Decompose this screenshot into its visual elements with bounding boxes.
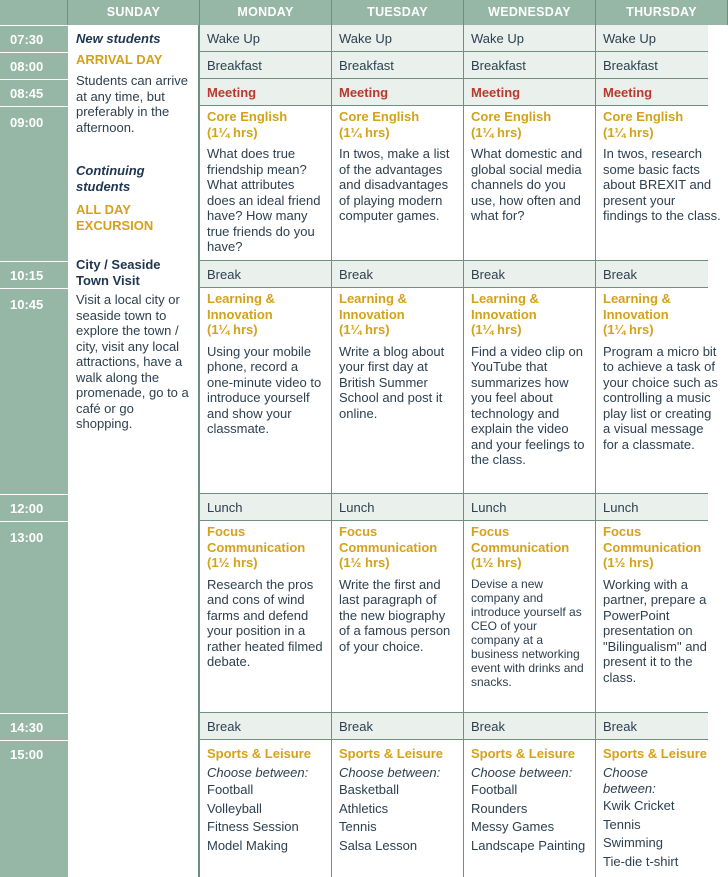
choose-between: Choose between:	[339, 765, 441, 780]
focus-duration: (1½ hrs)	[471, 555, 522, 570]
header-monday: MONDAY	[200, 0, 332, 25]
focus-title-2: Communication	[207, 539, 306, 555]
core-english-duration: (1¼ hrs)	[339, 124, 390, 140]
wednesday-break-1: Break	[464, 261, 596, 288]
choose-between: Choose between:	[603, 765, 656, 796]
sports-option: Athletics	[339, 800, 389, 816]
sports-title: Sports & Leisure	[471, 746, 576, 761]
thursday-focus	[596, 521, 708, 713]
corner-header	[0, 0, 68, 25]
core-english-title: Core English	[339, 109, 420, 124]
core-english-title: Core English	[207, 109, 288, 124]
time-label: 15:00	[0, 740, 68, 877]
focus-title-2: Communication	[603, 539, 702, 555]
sports-option: Basketball	[339, 782, 399, 797]
focus-title-1: Focus	[603, 524, 642, 539]
learning-duration: (1¼ hrs)	[339, 322, 390, 337]
core-english-duration: (1¼ hrs)	[207, 124, 258, 140]
focus-duration: (1½ hrs)	[207, 555, 258, 570]
sports-option: Salsa Lesson	[339, 837, 418, 853]
sports-option: Fitness Session	[207, 819, 299, 834]
monday-sports	[200, 740, 332, 877]
sports-option: Landscape Painting	[471, 837, 586, 853]
focus-duration: (1½ hrs)	[339, 555, 390, 570]
learning-title-1: Learning &	[207, 291, 275, 306]
focus-title-1: Focus	[207, 524, 246, 539]
sports-option: Messy Games	[471, 819, 555, 834]
wednesday-sports	[464, 740, 596, 877]
monday-meeting: Meeting	[200, 79, 332, 106]
continuing-students-label: Continuing students	[76, 163, 145, 194]
monday-break-1: Break	[200, 261, 332, 288]
time-label: 10:15	[0, 261, 68, 288]
monday-wake: Wake Up	[200, 25, 332, 52]
focus-title-1: Focus	[339, 524, 378, 539]
sports-option: Model Making	[207, 837, 288, 853]
sunday-column	[68, 25, 200, 877]
learning-text: Find a video clip on YouTube that summarizes how you feel about technology and explain the video and your feelings to the class.	[471, 343, 585, 467]
tuesday-learning	[332, 288, 464, 494]
arrival-day-label: ARRIVAL DAY	[76, 51, 163, 67]
wednesday-meeting: Meeting	[464, 79, 596, 106]
focus-title-1: Focus	[471, 524, 510, 539]
core-english-text: In twos, make a list of the advantages and disadvantages of playing modern computer games.	[339, 146, 450, 223]
focus-text: Write the first and last paragraph of the new biography of a famous person of your choice.	[339, 576, 451, 654]
core-english-title: Core English	[603, 109, 684, 124]
sports-title: Sports & Leisure	[207, 746, 312, 761]
focus-title-2: Communication	[339, 539, 438, 555]
visit-title: City / Seaside Town Visit	[76, 257, 161, 288]
sports-option: Tennis	[603, 816, 641, 832]
learning-title-2: Innovation	[471, 306, 537, 322]
focus-duration: (1½ hrs)	[603, 555, 654, 570]
focus-text: Research the pros and cons of wind farms and defend your position in a rather heated filmed debate.	[207, 576, 323, 669]
tuesday-breakfast: Breakfast	[332, 52, 464, 79]
tuesday-lunch: Lunch	[332, 494, 464, 521]
arrival-text: Students can arrive at any time, but preferably in the afternoon.	[76, 73, 189, 135]
sports-option: Swimming	[603, 835, 663, 850]
sports-title: Sports & Leisure	[603, 746, 708, 761]
sports-title: Sports & Leisure	[339, 746, 444, 761]
core-english-text: What does true friendship mean? What attributes does an ideal friend have? How many true friends do you have?	[207, 146, 321, 254]
sports-option: Kwik Cricket	[603, 798, 675, 813]
wednesday-lunch: Lunch	[464, 494, 596, 521]
tuesday-break-1: Break	[332, 261, 464, 288]
thursday-break-2: Break	[596, 713, 708, 740]
learning-title-2: Innovation	[339, 306, 405, 322]
learning-text: Program a micro bit to achieve a task of your choice such as controlling a music play list or creating a visual message for a classmate.	[603, 343, 718, 452]
wednesday-break-2: Break	[464, 713, 596, 740]
time-label: 12:00	[0, 494, 68, 521]
thursday-break-1: Break	[596, 261, 708, 288]
sports-option: Tennis	[339, 819, 377, 834]
core-english-duration: (1¼ hrs)	[603, 124, 654, 140]
learning-duration: (1¼ hrs)	[207, 322, 258, 337]
monday-lunch: Lunch	[200, 494, 332, 521]
monday-learning	[200, 288, 332, 494]
tuesday-wake: Wake Up	[332, 25, 464, 52]
excursion-label: ALL DAY EXCURSION	[76, 202, 154, 233]
time-label: 10:45	[0, 288, 68, 494]
wednesday-wake: Wake Up	[464, 25, 596, 52]
learning-text: Write a blog about your first day at British Summer School and post it online.	[339, 343, 445, 421]
tuesday-focus	[332, 521, 464, 713]
learning-title-2: Innovation	[207, 306, 273, 322]
sports-option: Rounders	[471, 800, 528, 816]
core-english-duration: (1¼ hrs)	[471, 124, 522, 140]
tuesday-core-english	[332, 106, 464, 261]
time-label: 13:00	[0, 521, 68, 713]
time-label: 07:30	[0, 25, 68, 52]
tuesday-meeting: Meeting	[332, 79, 464, 106]
learning-text: Using your mobile phone, record a one-minute video to introduce yourself and show your classmate.	[207, 343, 322, 436]
choose-between: Choose between:	[471, 765, 573, 780]
monday-breakfast: Breakfast	[200, 52, 332, 79]
tuesday-break-2: Break	[332, 713, 464, 740]
core-english-text: In twos, research some basic facts about BREXIT and present your findings to the class.	[603, 146, 721, 223]
core-english-text: What domestic and global social media channels do you use, how often and what for?	[471, 146, 583, 223]
monday-focus	[200, 521, 332, 713]
learning-title-1: Learning &	[471, 291, 539, 306]
monday-break-2: Break	[200, 713, 332, 740]
visit-text: Visit a local city or seaside town to explore the town / city, visit any local attractions, have a walk along the promenade, go to a café or go shopping.	[76, 292, 189, 431]
focus-title-2: Communication	[471, 539, 570, 555]
header-tuesday: TUESDAY	[332, 0, 464, 25]
choose-between: Choose between:	[207, 765, 309, 780]
thursday-wake: Wake Up	[596, 25, 708, 52]
time-label: 08:00	[0, 52, 68, 79]
header-wednesday: WEDNESDAY	[464, 0, 596, 25]
learning-duration: (1¼ hrs)	[603, 322, 654, 337]
core-english-title: Core English	[471, 109, 552, 124]
thursday-learning	[596, 288, 718, 494]
wednesday-core-english	[464, 106, 596, 261]
time-label: 09:00	[0, 106, 68, 261]
sports-option: Tie-die t-shirt	[603, 853, 679, 869]
learning-duration: (1¼ hrs)	[471, 322, 522, 337]
thursday-core-english	[596, 106, 721, 261]
header-sunday: SUNDAY	[68, 0, 200, 25]
header-thursday: THURSDAY	[596, 0, 728, 25]
time-label: 14:30	[0, 713, 68, 740]
new-students-label: New students	[76, 31, 161, 46]
time-label: 08:45	[0, 79, 68, 106]
learning-title-2: Innovation	[603, 306, 669, 322]
wednesday-breakfast: Breakfast	[464, 52, 596, 79]
learning-title-1: Learning &	[603, 291, 671, 306]
focus-text: Working with a partner, prepare a PowerPoint presentation on "Bilingualism" and present it to the class.	[603, 576, 707, 685]
sports-option: Football	[207, 782, 254, 797]
thursday-sports	[596, 740, 708, 877]
thursday-breakfast: Breakfast	[596, 52, 708, 79]
thursday-lunch: Lunch	[596, 494, 708, 521]
monday-core-english	[200, 106, 332, 261]
thursday-meeting: Meeting	[596, 79, 708, 106]
wednesday-focus	[464, 521, 596, 713]
learning-title-1: Learning &	[339, 291, 407, 306]
tuesday-sports	[332, 740, 464, 877]
focus-text: Devise a new company and introduce yourself as CEO of your company at a business networking event with drinks and snacks.	[471, 576, 584, 689]
sports-option: Football	[471, 782, 518, 797]
wednesday-learning	[464, 288, 596, 494]
sports-option: Volleyball	[207, 800, 262, 816]
